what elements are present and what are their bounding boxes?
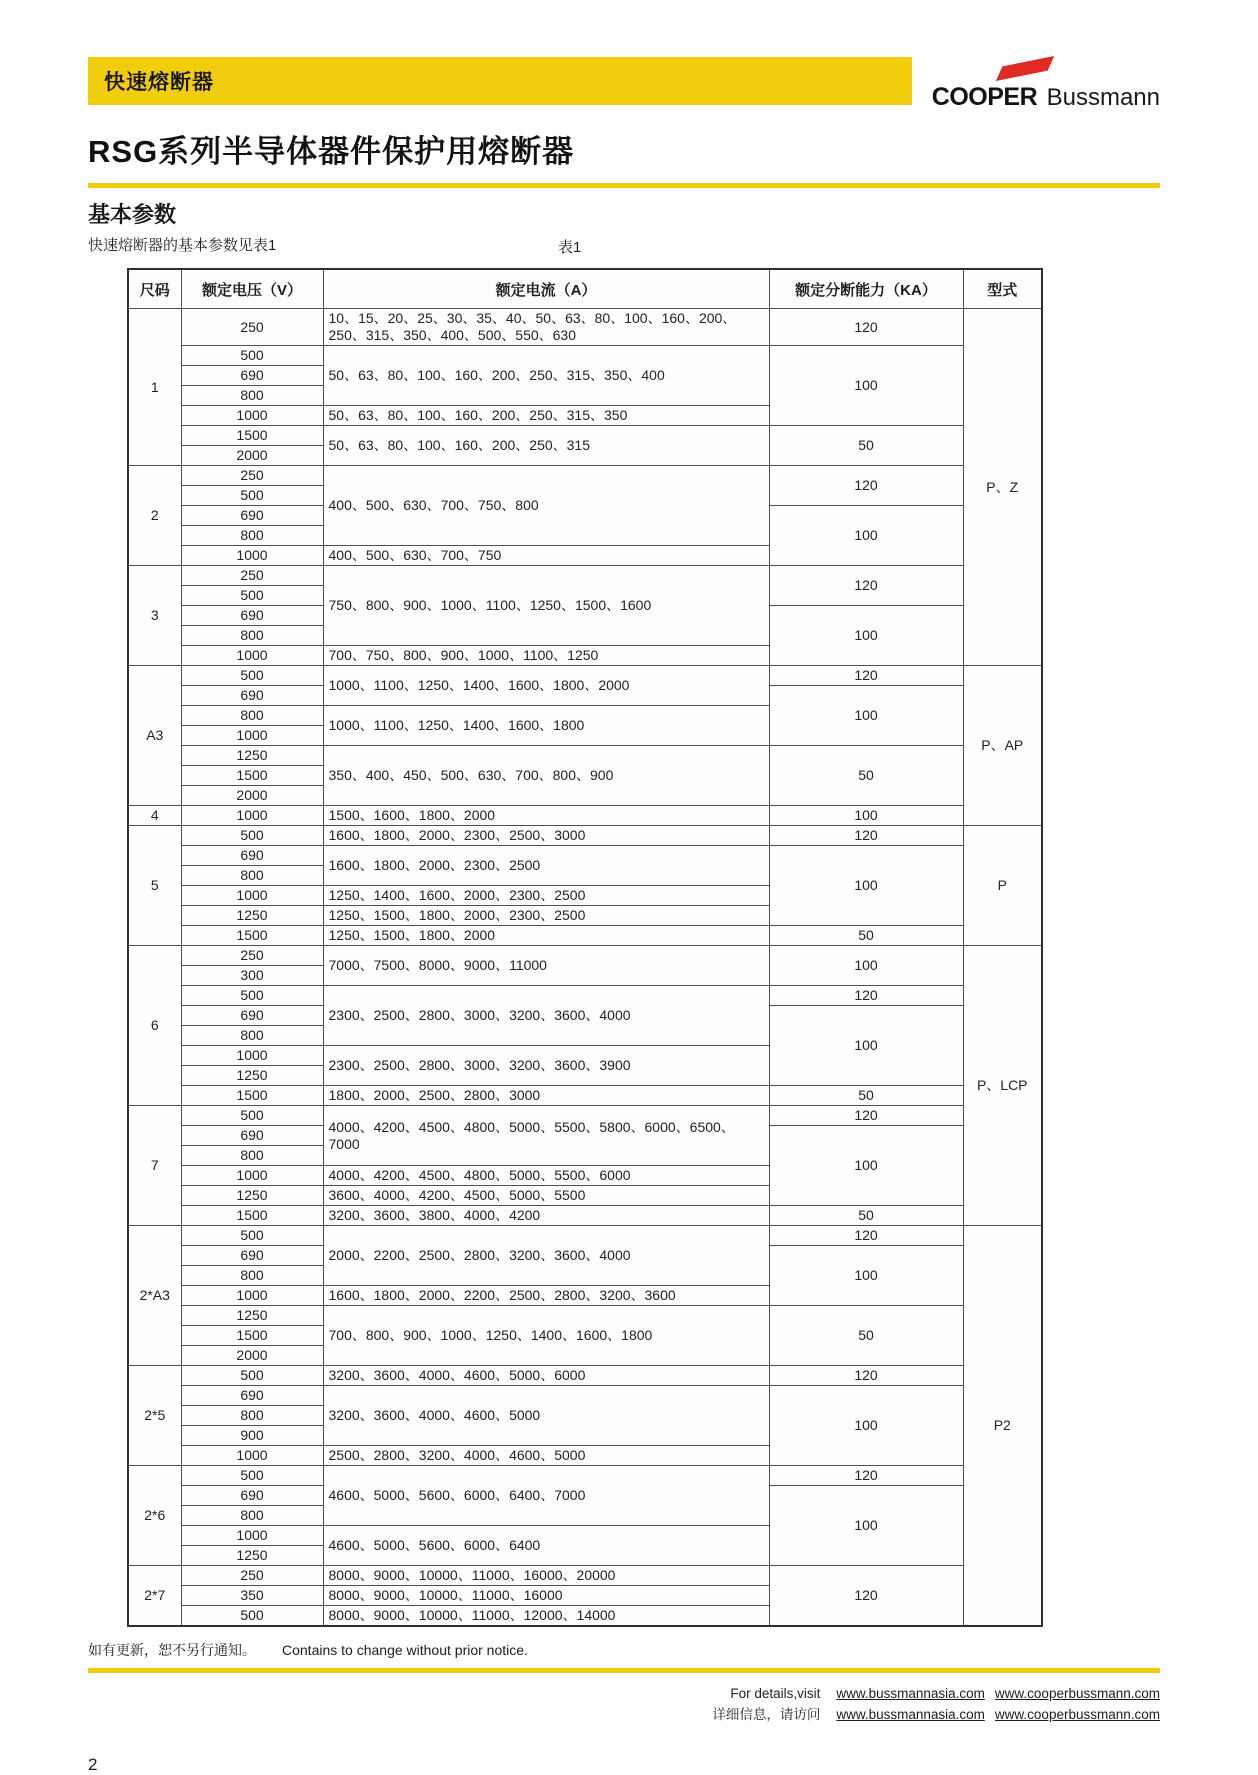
table-row xyxy=(128,566,1042,586)
cell-voltage: 800 xyxy=(181,1146,323,1166)
table-row xyxy=(128,1086,1042,1106)
cell-size: 5 xyxy=(128,826,181,946)
cell-ka: 100 xyxy=(769,1486,963,1566)
cell-ka: 120 xyxy=(769,1566,963,1627)
cell-voltage: 500 xyxy=(181,666,323,686)
cell-current: 8000、9000、10000、11000、16000 xyxy=(323,1586,769,1606)
section-note: 快速熔断器的基本参数见表1 xyxy=(88,237,277,254)
table-row xyxy=(128,806,1042,826)
footer-note-en: Contains to change without prior notice. xyxy=(282,1642,528,1658)
cell-voltage: 250 xyxy=(181,1566,323,1586)
cell-current: 3200、3600、3800、4000、4200 xyxy=(323,1206,769,1226)
table-caption: 表1 xyxy=(558,239,582,256)
cell-current: 4000、4200、4500、4800、5000、5500、5800、6000、6500、7000 xyxy=(323,1106,769,1166)
cell-type: P、AP xyxy=(963,666,1042,826)
table-row xyxy=(128,1206,1042,1226)
category-banner-label: 快速熔断器 xyxy=(104,71,214,94)
cell-voltage: 800 xyxy=(181,1026,323,1046)
table-row xyxy=(128,1106,1042,1126)
section-note-row xyxy=(88,234,1160,254)
table-row xyxy=(128,846,1042,866)
category-banner xyxy=(88,57,912,105)
cell-ka: 50 xyxy=(769,1306,963,1366)
page-title: RSG系列半导体器件保护用熔断器 xyxy=(88,134,575,169)
cell-voltage: 800 xyxy=(181,1406,323,1426)
cell-voltage: 1000 xyxy=(181,406,323,426)
cell-ka: 50 xyxy=(769,926,963,946)
cell-ka: 100 xyxy=(769,1006,963,1086)
cell-voltage: 2000 xyxy=(181,446,323,466)
cell-ka: 50 xyxy=(769,426,963,466)
cell-voltage: 1500 xyxy=(181,926,323,946)
cell-current: 1250、1500、1800、2000 xyxy=(323,926,769,946)
table-row xyxy=(128,746,1042,766)
cell-voltage: 1500 xyxy=(181,1206,323,1226)
cell-current: 1000、1100、1250、1400、1600、1800、2000 xyxy=(323,666,769,706)
title-divider xyxy=(88,183,1160,188)
cell-voltage: 1000 xyxy=(181,1286,323,1306)
cell-voltage: 300 xyxy=(181,966,323,986)
table-header-row xyxy=(128,269,1042,309)
table-row xyxy=(128,1366,1042,1386)
cooper-bussmann-logo xyxy=(932,57,1160,112)
cell-voltage: 800 xyxy=(181,626,323,646)
cell-size: 3 xyxy=(128,566,181,666)
cell-ka: 100 xyxy=(769,806,963,826)
footer-links-prefix-zh: 详细信息，请访问 xyxy=(712,1707,821,1722)
cell-voltage: 690 xyxy=(181,606,323,626)
link-bussmannasia-en[interactable]: www.bussmannasia.com xyxy=(836,1686,985,1701)
cell-ka: 100 xyxy=(769,346,963,426)
cell-type: P2 xyxy=(963,1226,1042,1627)
cell-current: 1500、1600、1800、2000 xyxy=(323,806,769,826)
cell-ka: 100 xyxy=(769,1386,963,1466)
link-bussmannasia-zh[interactable]: www.bussmannasia.com xyxy=(836,1707,985,1722)
cell-voltage: 1250 xyxy=(181,1066,323,1086)
section-heading: 基本参数 xyxy=(88,202,177,227)
cell-voltage: 1250 xyxy=(181,1306,323,1326)
cell-voltage: 1250 xyxy=(181,1546,323,1566)
cell-current: 3200、3600、4000、4600、5000 xyxy=(323,1386,769,1446)
table-row xyxy=(128,946,1042,966)
footer-note xyxy=(88,1640,1160,1660)
cell-voltage: 2000 xyxy=(181,1346,323,1366)
cell-ka: 100 xyxy=(769,846,963,926)
table-row xyxy=(128,1226,1042,1246)
cell-voltage: 690 xyxy=(181,1126,323,1146)
cell-current: 50、63、80、100、160、200、250、315、350、400 xyxy=(323,346,769,406)
cell-voltage: 690 xyxy=(181,366,323,386)
cell-ka: 100 xyxy=(769,506,963,566)
logo-bussmann-text: Bussmann xyxy=(1046,84,1160,111)
cell-current: 3600、4000、4200、4500、5000、5500 xyxy=(323,1186,769,1206)
cell-voltage: 500 xyxy=(181,826,323,846)
cell-current: 400、500、630、700、750 xyxy=(323,546,769,566)
cell-size: 2*5 xyxy=(128,1366,181,1466)
cell-size: 2*7 xyxy=(128,1566,181,1627)
cell-current: 2300、2500、2800、3000、3200、3600、4000 xyxy=(323,986,769,1046)
cell-size: 2*A3 xyxy=(128,1226,181,1366)
cell-type: P、LCP xyxy=(963,946,1042,1226)
link-cooperbussmann-en[interactable]: www.cooperbussmann.com xyxy=(994,1686,1160,1701)
cell-size: 7 xyxy=(128,1106,181,1226)
cell-voltage: 1500 xyxy=(181,766,323,786)
cell-ka: 120 xyxy=(769,666,963,686)
cell-size: A3 xyxy=(128,666,181,806)
cell-voltage: 250 xyxy=(181,946,323,966)
header-rated-voltage: 额定电压（V） xyxy=(181,269,323,309)
cell-ka: 100 xyxy=(769,606,963,666)
cell-voltage: 1250 xyxy=(181,906,323,926)
cell-current: 1250、1500、1800、2000、2300、2500 xyxy=(323,906,769,926)
cell-current: 700、750、800、900、1000、1100、1250 xyxy=(323,646,769,666)
cell-voltage: 1000 xyxy=(181,886,323,906)
cell-size: 4 xyxy=(128,806,181,826)
cell-current: 4600、5000、5600、6000、6400 xyxy=(323,1526,769,1566)
cell-ka: 120 xyxy=(769,309,963,346)
footer-note-zh: 如有更新，恕不另行通知。 xyxy=(88,1642,256,1658)
cell-voltage: 500 xyxy=(181,1466,323,1486)
cell-current: 1250、1400、1600、2000、2300、2500 xyxy=(323,886,769,906)
page-number: 2 xyxy=(88,1755,98,1774)
cell-current: 1600、1800、2000、2200、2500、2800、3200、3600 xyxy=(323,1286,769,1306)
cell-voltage: 500 xyxy=(181,1366,323,1386)
table-row xyxy=(128,1386,1042,1406)
cell-current: 3200、3600、4000、4600、5000、6000 xyxy=(323,1366,769,1386)
cell-voltage: 500 xyxy=(181,986,323,1006)
cell-current: 10、15、20、25、30、35、40、50、63、80、100、160、200、250、315、350、400、500、550、630 xyxy=(323,309,769,346)
cell-voltage: 500 xyxy=(181,1226,323,1246)
cell-current: 8000、9000、10000、11000、12000、14000 xyxy=(323,1606,769,1627)
cell-voltage: 1000 xyxy=(181,1446,323,1466)
cell-voltage: 1500 xyxy=(181,1326,323,1346)
cell-current: 1000、1100、1250、1400、1600、1800 xyxy=(323,706,769,746)
cell-current: 7000、7500、8000、9000、11000 xyxy=(323,946,769,986)
table-row xyxy=(128,666,1042,686)
cell-size: 2*6 xyxy=(128,1466,181,1566)
cell-voltage: 250 xyxy=(181,466,323,486)
header-breaking-capacity: 额定分断能力（KA） xyxy=(769,269,963,309)
cell-voltage: 1000 xyxy=(181,1166,323,1186)
cell-current: 8000、9000、10000、11000、16000、20000 xyxy=(323,1566,769,1586)
cell-voltage: 500 xyxy=(181,346,323,366)
cell-voltage: 250 xyxy=(181,309,323,346)
cell-current: 750、800、900、1000、1100、1250、1500、1600 xyxy=(323,566,769,646)
cell-voltage: 900 xyxy=(181,1426,323,1446)
cell-voltage: 800 xyxy=(181,526,323,546)
cell-size: 2 xyxy=(128,466,181,566)
cell-voltage: 800 xyxy=(181,1266,323,1286)
header-size: 尺码 xyxy=(128,269,181,309)
cell-voltage: 1250 xyxy=(181,746,323,766)
cell-voltage: 1000 xyxy=(181,1046,323,1066)
table-row xyxy=(128,926,1042,946)
cell-ka: 50 xyxy=(769,1086,963,1106)
table-row xyxy=(128,1466,1042,1486)
footer-links-prefix-en: For details,visit xyxy=(730,1686,821,1701)
cell-voltage: 690 xyxy=(181,1386,323,1406)
cell-current: 2500、2800、3200、4000、4600、5000 xyxy=(323,1446,769,1466)
cell-voltage: 500 xyxy=(181,1106,323,1126)
cell-type: P xyxy=(963,826,1042,946)
cell-voltage: 690 xyxy=(181,1486,323,1506)
cell-voltage: 500 xyxy=(181,1606,323,1627)
cell-ka: 120 xyxy=(769,826,963,846)
cell-voltage: 690 xyxy=(181,1006,323,1026)
cell-voltage: 500 xyxy=(181,586,323,606)
footer-divider xyxy=(88,1668,1160,1673)
table-row xyxy=(128,826,1042,846)
cell-ka: 100 xyxy=(769,686,963,746)
logo-cooper-text: COOPER xyxy=(931,83,1038,111)
cell-voltage: 690 xyxy=(181,846,323,866)
cell-current: 50、63、80、100、160、200、250、315、350 xyxy=(323,406,769,426)
cell-current: 350、400、450、500、630、700、800、900 xyxy=(323,746,769,806)
table-row xyxy=(128,986,1042,1006)
cell-voltage: 800 xyxy=(181,706,323,726)
cell-ka: 50 xyxy=(769,746,963,806)
cell-current: 400、500、630、700、750、800 xyxy=(323,466,769,546)
table-row xyxy=(128,346,1042,366)
cell-ka: 120 xyxy=(769,466,963,506)
cell-ka: 120 xyxy=(769,566,963,606)
cell-voltage: 350 xyxy=(181,1586,323,1606)
footer-links-line-en xyxy=(88,1683,1160,1704)
cell-ka: 120 xyxy=(769,986,963,1006)
cell-size: 6 xyxy=(128,946,181,1106)
table-row xyxy=(128,426,1042,446)
cell-voltage: 2000 xyxy=(181,786,323,806)
table-row xyxy=(128,466,1042,486)
cell-voltage: 1250 xyxy=(181,1186,323,1206)
cell-voltage: 690 xyxy=(181,506,323,526)
logo-red-flag-icon xyxy=(996,56,1054,81)
table-row xyxy=(128,1306,1042,1326)
cell-voltage: 1000 xyxy=(181,806,323,826)
basic-params-table xyxy=(127,268,1043,1627)
cell-ka: 120 xyxy=(769,1466,963,1486)
cell-current: 50、63、80、100、160、200、250、315 xyxy=(323,426,769,466)
cell-ka: 120 xyxy=(769,1226,963,1246)
cell-ka: 100 xyxy=(769,1126,963,1206)
cell-current: 1600、1800、2000、2300、2500 xyxy=(323,846,769,886)
header-type: 型式 xyxy=(963,269,1042,309)
cell-voltage: 690 xyxy=(181,686,323,706)
cell-current: 2300、2500、2800、3000、3200、3600、3900 xyxy=(323,1046,769,1086)
cell-voltage: 800 xyxy=(181,1506,323,1526)
cell-current: 2000、2200、2500、2800、3200、3600、4000 xyxy=(323,1226,769,1286)
cell-voltage: 1000 xyxy=(181,1526,323,1546)
cell-voltage: 1000 xyxy=(181,646,323,666)
link-cooperbussmann-zh[interactable]: www.cooperbussmann.com xyxy=(994,1707,1160,1722)
cell-type: P、Z xyxy=(963,309,1042,666)
cell-voltage: 250 xyxy=(181,566,323,586)
cell-current: 1800、2000、2500、2800、3000 xyxy=(323,1086,769,1106)
cell-voltage: 800 xyxy=(181,866,323,886)
footer-links-line-zh xyxy=(88,1704,1160,1725)
cell-current: 4600、5000、5600、6000、6400、7000 xyxy=(323,1466,769,1526)
cell-size: 1 xyxy=(128,309,181,466)
cell-voltage: 1500 xyxy=(181,426,323,446)
cell-voltage: 500 xyxy=(181,486,323,506)
cell-ka: 100 xyxy=(769,946,963,986)
cell-ka: 50 xyxy=(769,1206,963,1226)
cell-voltage: 1000 xyxy=(181,546,323,566)
table-row xyxy=(128,309,1042,346)
cell-voltage: 690 xyxy=(181,1246,323,1266)
header-rated-current: 额定电流（A） xyxy=(323,269,769,309)
cell-voltage: 800 xyxy=(181,386,323,406)
cell-ka: 100 xyxy=(769,1246,963,1306)
params-table-body xyxy=(128,309,1042,1627)
page-header xyxy=(88,57,1160,112)
cell-ka: 120 xyxy=(769,1366,963,1386)
cell-current: 1600、1800、2000、2300、2500、3000 xyxy=(323,826,769,846)
table-row xyxy=(128,1566,1042,1586)
cell-voltage: 1000 xyxy=(181,726,323,746)
cell-current: 4000、4200、4500、4800、5000、5500、6000 xyxy=(323,1166,769,1186)
cell-current: 700、800、900、1000、1250、1400、1600、1800 xyxy=(323,1306,769,1366)
cell-voltage: 1500 xyxy=(181,1086,323,1106)
cell-ka: 120 xyxy=(769,1106,963,1126)
